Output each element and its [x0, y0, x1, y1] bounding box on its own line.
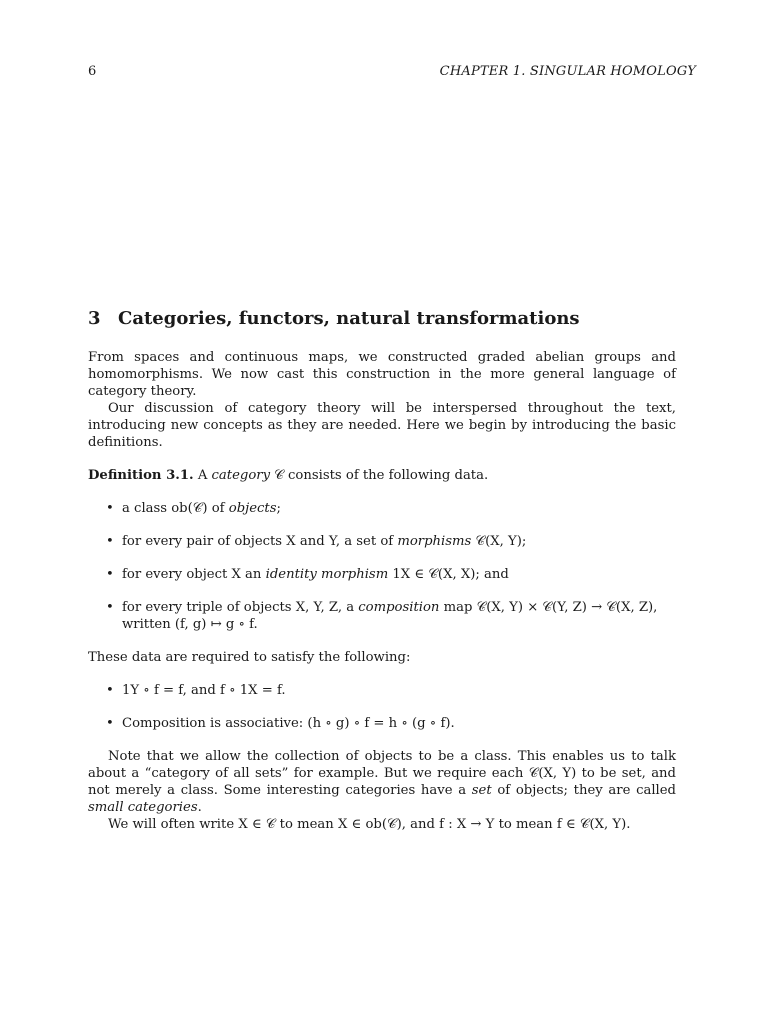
axiom-text: 1Y ∘ f = f, and f ∘ 1X = f.	[122, 683, 286, 698]
item-term: objects	[228, 501, 277, 516]
item-text: 1X ∈ 𝒞(X, X); and	[388, 567, 509, 582]
definition-label: Definition 3.1.	[88, 468, 194, 483]
page-number: 6	[88, 64, 97, 79]
intro-paragraph-2: Our discussion of category theory will be interspersed throughout the text, introducing new concepts as they are needed. Here we begin by introducing the basic definitions.	[88, 401, 676, 450]
item-text: ;	[276, 501, 281, 516]
list-item	[88, 566, 676, 583]
bullet-icon: •	[106, 534, 114, 549]
main-content	[88, 307, 676, 833]
list-item	[88, 500, 676, 517]
item-term: morphisms	[397, 534, 472, 549]
item-text: map 𝒞(X, Y) × 𝒞(Y, Z) → 𝒞(X, Z), written (f, g) ↦ g ∘ f.	[122, 600, 658, 632]
item-text: for every object X an	[122, 567, 266, 582]
data-list	[88, 500, 676, 633]
closing-text: Note that we allow the collection of objects to be a class. This enables us to talk about a “category of all sets” for example. But we require each 𝒞(X, Y) to be set, and not merely a class. Some interesting categories have a	[88, 749, 676, 798]
section-number: 3	[88, 308, 101, 329]
item-term: identity morphism	[265, 567, 389, 582]
list-item	[88, 599, 676, 633]
list-item	[88, 533, 676, 550]
item-term: composition	[358, 600, 440, 615]
bullet-icon: •	[106, 716, 114, 731]
item-text: for every triple of objects X, Y, Z, a	[122, 600, 359, 615]
running-header	[88, 64, 696, 82]
bullet-icon: •	[106, 567, 114, 582]
intro-paragraph-1: From spaces and continuous maps, we constructed graded abelian groups and homomorphisms. We now cast this construction in the more general language of category theory.	[88, 350, 676, 399]
definition-lead-a: A	[197, 468, 212, 483]
section-heading	[88, 307, 676, 331]
closing-text: .	[197, 800, 202, 815]
definition-lead-b: 𝒞 consists of the following data.	[270, 468, 489, 483]
chapter-title: CHAPTER 1. SINGULAR HOMOLOGY	[439, 64, 696, 79]
section-title: Categories, functors, natural transformations	[118, 308, 580, 329]
list-item	[88, 715, 676, 732]
bullet-icon: •	[106, 683, 114, 698]
closing-term: set	[471, 783, 492, 798]
item-text: 𝒞(X, Y);	[471, 534, 527, 549]
requirement-lead: These data are required to satisfy the following:	[88, 650, 411, 665]
axiom-list	[88, 682, 676, 732]
bullet-icon: •	[106, 501, 114, 516]
list-item	[88, 682, 676, 699]
closing-term: small categories	[88, 800, 198, 815]
closing-paragraph-2: We will often write X ∈ 𝒞 to mean X ∈ ob(𝒞), and f : X → Y to mean f ∈ 𝒞(X, Y).	[108, 817, 631, 832]
definition-lead	[88, 467, 676, 484]
bullet-icon: •	[106, 600, 114, 615]
definition-term: category	[211, 468, 271, 483]
item-text: for every pair of objects X and Y, a set of	[122, 534, 398, 549]
item-text: a class ob(𝒞) of	[122, 501, 229, 516]
axiom-text: Composition is associative: (h ∘ g) ∘ f = h ∘ (g ∘ f).	[122, 716, 455, 731]
closing-paragraph-1	[88, 748, 676, 816]
closing-text: of objects; they are called	[491, 783, 676, 798]
